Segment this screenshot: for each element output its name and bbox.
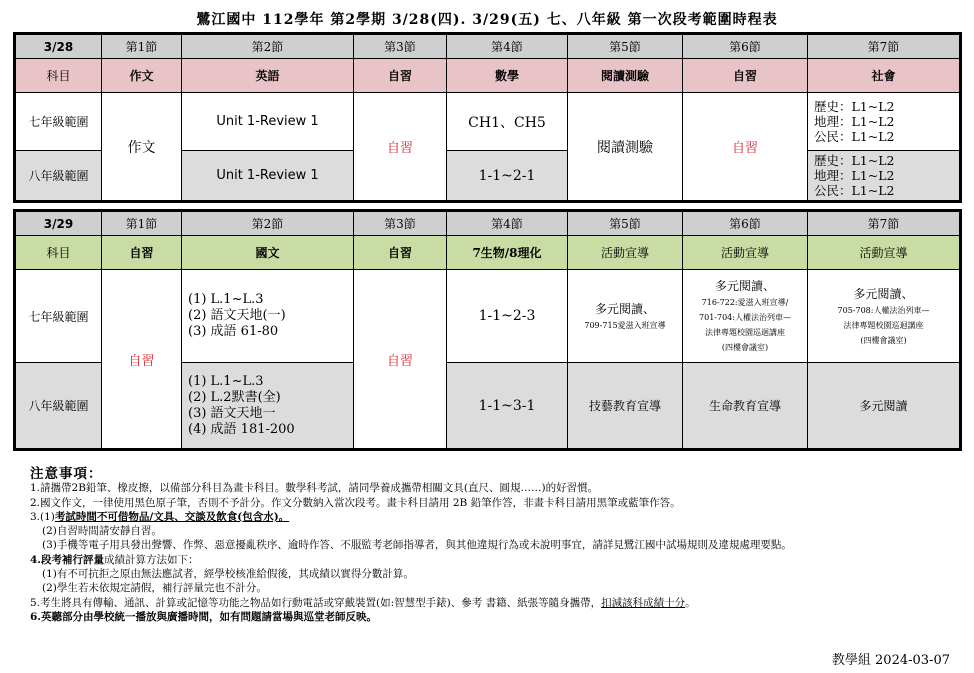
subject-period-3: 自習 [354,236,447,270]
history-range: 歷史：L1~L2 [814,99,895,114]
grade7-label: 七年級範圍 [15,270,102,363]
note-6: 6.英聽部分由學校統一播放與廣播時間，如有問題請當場與巡堂老師反映。 [30,610,377,623]
p7-grade8-range: 多元閱讀 [808,363,961,450]
grade7-row [15,93,961,151]
period-5-header: 第5節 [568,211,683,236]
date-cell: 3/29 [15,211,102,236]
period-2-header: 第2節 [182,34,354,59]
p6-range: 自習 [683,93,808,202]
note-1: 1.請攜帶2B鉛筆、橡皮擦，以備部分科目為畫卡科目。數學科考試，請同學養成攜帶相關文具(直尺、圓規……)的好習慣。 [30,482,599,495]
period-4-header: 第4節 [447,34,568,59]
period-1-header: 第1節 [102,211,182,236]
p2-grade7-range: Unit 1-Review 1 [182,93,354,151]
schedule-table-day1 [13,32,962,203]
chinese-item-1: (1) L.1~L.3 [188,292,264,307]
subject-period-5: 閱讀測驗 [568,59,683,93]
notes-section [30,467,960,624]
note-3-prefix: 3.(1) [30,510,55,523]
note-4-2: (2)學生若未依規定請假，補行評量完也不計分。 [42,582,267,595]
period-7-header: 第7節 [808,34,961,59]
note-5-post: 。 [685,596,696,609]
period-3-header: 第3節 [354,211,447,236]
chinese-item-3: (3) 語文天地一 [188,405,276,421]
subject-label: 科目 [15,59,102,93]
subject-row [15,236,961,270]
note-4-rest: 成績計算方法如下： [103,553,199,566]
p4-grade8-range: 1-1~2-1 [447,151,568,202]
civics-range: 公民：L1~L2 [814,129,895,144]
subject-period-5: 活動宣導 [568,236,683,270]
note-3-bold: 考試時間不可借物品/文具、交談及飲食(包含水)。 [54,510,290,523]
note-5-pre: 5.考生將具有傳輸、通訊、計算或記憶等功能之物品如行動電話或穿戴裝置(如:智慧型手錶)、參考 書籍、紙張等隨身攜帶， [30,596,602,609]
p6-grade7-note-4: (四樓會議室) [721,343,769,352]
p6-grade7-note-1: 716-722:愛滋入班宣導/ [701,298,789,307]
chinese-item-2: (2) 語文天地(一) [188,308,286,323]
subject-period-2: 國文 [182,236,354,270]
p7-grade8-range [808,151,961,202]
period-6-header: 第6節 [683,34,808,59]
subject-period-3: 自習 [354,59,447,93]
p7-grade7-note-3: (四樓會議室) [860,335,907,345]
subject-period-7: 社會 [808,59,961,93]
subject-period-4: 數學 [447,59,568,93]
subject-period-6: 活動宣導 [683,236,808,270]
chinese-item-2: (2) L.2默書(全) [188,389,281,405]
p5-grade7-range [568,270,683,363]
note-4-1: (1)有不可抗拒之原由無法應試者，經學校核准給假後，其成績以實得分數計算。 [42,568,414,581]
p4-grade7-range: CH1、CH5 [447,93,568,151]
note-3-3: (3)手機等電子用具發出聲響、作弊、惡意擾亂秩序、逾時作答、不服監考老師指導者，與其他違規行為或未說明事宜，請詳見鷺江國中試場規則及違規處理要點。 [42,539,792,552]
p7-grade7-range [808,93,961,151]
civics-range: 公民：L1~L2 [814,183,895,198]
grade7-row [15,270,961,363]
p5-grade8-range: 技藝教育宣導 [568,363,683,450]
subject-period-1: 作文 [102,59,182,93]
subject-row [15,59,961,93]
note-3-2: (2)自習時間請安靜自習。 [42,525,162,538]
geography-range: 地理：L1~L2 [814,168,895,183]
period-header-row [15,211,961,236]
chinese-item-3: (3) 成語 61-80 [188,324,279,339]
period-7-header: 第7節 [808,211,961,236]
grade8-label: 八年級範圍 [15,363,102,450]
page-title: 鷺江國中 112學年 第2學期 3/28(四). 3/29(五) 七、八年級 第一次段考範圍時程表 [196,12,778,28]
p1-range: 作文 [102,93,182,202]
subject-period-4: 7生物/8理化 [447,236,568,270]
p6-grade7-range [683,270,808,363]
subject-period-7: 活動宣導 [808,236,961,270]
p7-grade7-note-2: 法律專題校園巡迴講座 [843,320,924,330]
geography-range: 地理：L1~L2 [814,114,895,129]
p5-grade7-title: 多元閱讀、 [594,301,655,316]
p6-grade7-title: 多元閱讀、 [714,279,775,293]
period-5-header: 第5節 [568,34,683,59]
note-3 [30,510,960,524]
footer-signature: 教學組 2024-03-07 [831,653,950,668]
chinese-item-1: (1) L.1~L.3 [188,373,264,389]
p6-grade7-note-2: 701-704:人權法治列車— [699,313,791,322]
p7-grade7-title: 多元閱讀、 [853,286,914,301]
note-2: 2.國文作文，一律使用黑色原子筆，否則不予計分。作文分數納入當次段考。畫卡科目請用 2B 鉛筆作答，非畫卡科目請用黑筆或藍筆作答。 [30,496,681,509]
note-5-underlined: 扣減該科成績十分 [601,596,686,609]
grade8-label: 八年級範圍 [15,151,102,202]
period-3-header: 第3節 [354,34,447,59]
p4-grade8-range: 1-1~3-1 [447,363,568,450]
p2-grade8-range: Unit 1-Review 1 [182,151,354,202]
p2-grade7-range [182,270,354,363]
p3-range: 自習 [354,93,447,202]
notes-heading: 注意事項： [30,466,103,482]
subject-period-1: 自習 [102,236,182,270]
p2-grade8-range [182,363,354,450]
note-4 [30,553,960,567]
grade7-label: 七年級範圍 [15,93,102,151]
period-1-header: 第1節 [102,34,182,59]
p1-range: 自習 [102,270,182,450]
period-header-row [15,34,961,59]
history-range: 歷史：L1~L2 [814,153,895,168]
p7-grade7-note-1: 705-708:人權法治列車— [837,305,930,315]
subject-label: 科目 [15,236,102,270]
period-6-header: 第6節 [683,211,808,236]
chinese-item-4: (4) 成語 181-200 [188,421,295,437]
note-5 [30,596,960,610]
subject-period-2: 英語 [182,59,354,93]
p4-grade7-range: 1-1~2-3 [447,270,568,363]
p6-grade8-range: 生命教育宣導 [683,363,808,450]
p5-grade7-note: 709-715愛滋入班宣導 [584,320,666,330]
subject-period-6: 自習 [683,59,808,93]
p3-range: 自習 [354,270,447,450]
period-4-header: 第4節 [447,211,568,236]
period-2-header: 第2節 [182,211,354,236]
p6-grade7-note-3: 法律專題校園巡迴講座 [705,328,785,337]
p5-range: 閱讀測驗 [568,93,683,202]
p7-grade7-range [808,270,961,363]
date-cell: 3/28 [15,34,102,59]
note-4-bold: 4.段考補行評量 [30,553,104,566]
schedule-table-day2 [13,209,962,451]
